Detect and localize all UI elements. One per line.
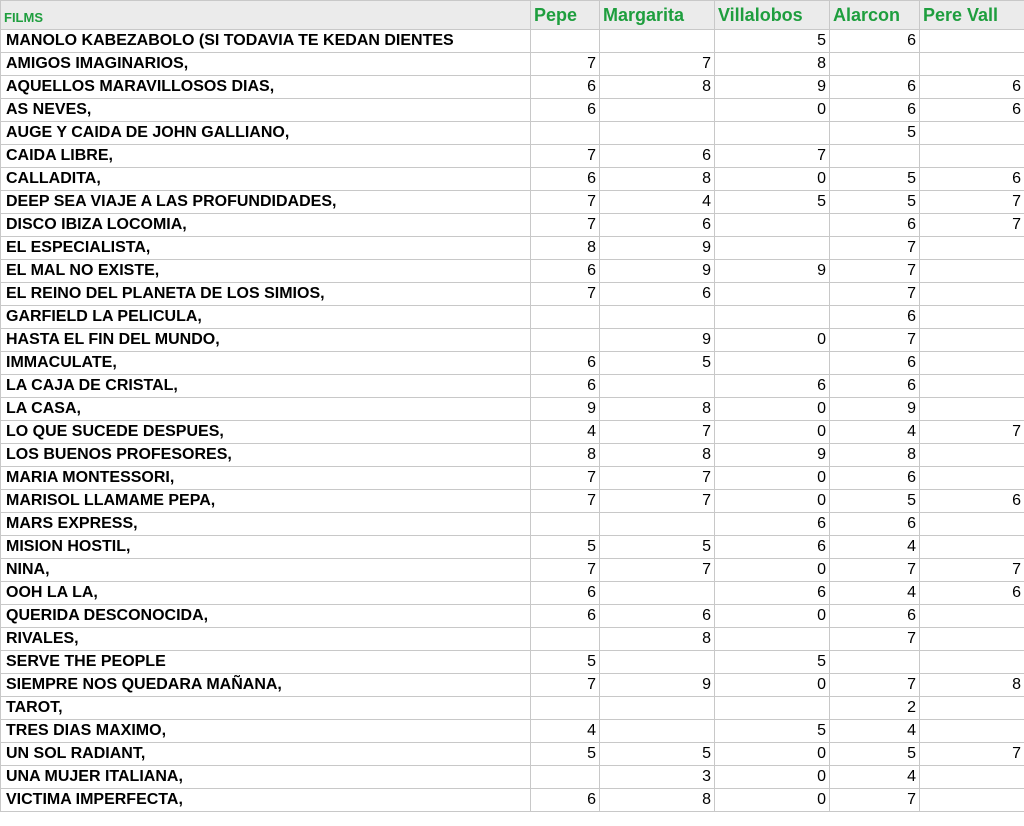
score-cell-margarita[interactable] xyxy=(600,697,715,720)
score-cell-margarita[interactable]: 9 xyxy=(600,237,715,260)
score-cell-villalobos[interactable]: 0 xyxy=(715,559,830,582)
table-row xyxy=(1,260,1024,283)
film-title-cell[interactable]: LA CASA, xyxy=(1,398,531,421)
score-cell-villalobos[interactable]: 0 xyxy=(715,99,830,122)
score-cell-pepe[interactable]: 7 xyxy=(531,145,600,168)
score-cell-margarita[interactable]: 7 xyxy=(600,53,715,76)
grid-body xyxy=(1,30,1024,812)
score-cell-pepe[interactable]: 4 xyxy=(531,720,600,743)
score-cell-pepe[interactable]: 6 xyxy=(531,76,600,99)
score-cell-villalobos[interactable]: 0 xyxy=(715,467,830,490)
film-title-cell[interactable]: MARS EXPRESS, xyxy=(1,513,531,536)
score-cell-alarcon[interactable]: 5 xyxy=(830,122,920,145)
score-cell-pepe[interactable]: 6 xyxy=(531,789,600,812)
film-title-cell[interactable]: MARISOL LLAMAME PEPA, xyxy=(1,490,531,513)
film-title-cell[interactable]: DISCO IBIZA LOCOMIA, xyxy=(1,214,531,237)
score-cell-pepe[interactable] xyxy=(531,766,600,789)
score-cell-pere-vall[interactable] xyxy=(920,444,1024,467)
table-row xyxy=(1,766,1024,789)
score-cell-pere-vall[interactable]: 6 xyxy=(920,490,1024,513)
table-row xyxy=(1,30,1024,53)
header-cell-pere-vall[interactable]: Pere Vall xyxy=(920,1,1024,30)
score-cell-alarcon[interactable]: 7 xyxy=(830,674,920,697)
score-cell-alarcon[interactable]: 4 xyxy=(830,582,920,605)
table-row xyxy=(1,283,1024,306)
score-cell-pepe[interactable]: 7 xyxy=(531,674,600,697)
film-title-cell[interactable]: HASTA EL FIN DEL MUNDO, xyxy=(1,329,531,352)
table-row xyxy=(1,53,1024,76)
score-cell-pere-vall[interactable] xyxy=(920,467,1024,490)
score-cell-margarita[interactable] xyxy=(600,99,715,122)
score-cell-margarita[interactable]: 6 xyxy=(600,605,715,628)
score-cell-villalobos[interactable]: 6 xyxy=(715,513,830,536)
table-row xyxy=(1,122,1024,145)
score-cell-margarita[interactable] xyxy=(600,30,715,53)
table-row xyxy=(1,145,1024,168)
header-cell-margarita[interactable]: Margarita xyxy=(600,1,715,30)
score-cell-margarita[interactable]: 4 xyxy=(600,191,715,214)
score-cell-villalobos[interactable] xyxy=(715,628,830,651)
score-cell-pere-vall[interactable]: 6 xyxy=(920,168,1024,191)
score-cell-alarcon[interactable] xyxy=(830,53,920,76)
score-cell-margarita[interactable]: 5 xyxy=(600,743,715,766)
film-title-cell[interactable]: QUERIDA DESCONOCIDA, xyxy=(1,605,531,628)
table-row xyxy=(1,329,1024,352)
score-cell-margarita[interactable]: 3 xyxy=(600,766,715,789)
score-cell-margarita[interactable]: 6 xyxy=(600,214,715,237)
table-row xyxy=(1,605,1024,628)
table-row xyxy=(1,536,1024,559)
score-cell-villalobos[interactable]: 7 xyxy=(715,145,830,168)
table-row xyxy=(1,398,1024,421)
score-cell-alarcon[interactable]: 8 xyxy=(830,444,920,467)
film-title-cell[interactable]: SERVE THE PEOPLE xyxy=(1,651,531,674)
score-cell-margarita[interactable]: 7 xyxy=(600,421,715,444)
table-row xyxy=(1,444,1024,467)
score-cell-villalobos[interactable]: 0 xyxy=(715,490,830,513)
film-title-cell[interactable]: CALLADITA, xyxy=(1,168,531,191)
score-cell-villalobos[interactable] xyxy=(715,306,830,329)
score-cell-pepe[interactable]: 8 xyxy=(531,237,600,260)
score-cell-villalobos[interactable]: 0 xyxy=(715,421,830,444)
score-cell-margarita[interactable] xyxy=(600,306,715,329)
score-cell-margarita[interactable]: 5 xyxy=(600,536,715,559)
score-cell-pere-vall[interactable] xyxy=(920,513,1024,536)
film-title-cell[interactable]: SIEMPRE NOS QUEDARA MAÑANA, xyxy=(1,674,531,697)
film-title-cell[interactable]: RIVALES, xyxy=(1,628,531,651)
score-cell-alarcon[interactable]: 7 xyxy=(830,628,920,651)
score-cell-alarcon[interactable]: 6 xyxy=(830,467,920,490)
score-cell-villalobos[interactable]: 5 xyxy=(715,191,830,214)
score-cell-alarcon[interactable]: 4 xyxy=(830,536,920,559)
score-cell-pere-vall[interactable] xyxy=(920,398,1024,421)
film-title-cell[interactable]: VICTIMA IMPERFECTA, xyxy=(1,789,531,812)
score-cell-alarcon[interactable]: 7 xyxy=(830,237,920,260)
score-cell-villalobos[interactable]: 0 xyxy=(715,789,830,812)
header-cell-pepe[interactable]: Pepe xyxy=(531,1,600,30)
film-title-cell[interactable]: AQUELLOS MARAVILLOSOS DIAS, xyxy=(1,76,531,99)
score-cell-margarita[interactable] xyxy=(600,720,715,743)
score-cell-alarcon[interactable]: 7 xyxy=(830,789,920,812)
table-row xyxy=(1,99,1024,122)
film-title-cell[interactable]: TAROT, xyxy=(1,697,531,720)
film-title-cell[interactable]: EL ESPECIALISTA, xyxy=(1,237,531,260)
table-row xyxy=(1,651,1024,674)
score-cell-pere-vall[interactable] xyxy=(920,145,1024,168)
score-cell-margarita[interactable]: 6 xyxy=(600,145,715,168)
score-cell-villalobos[interactable]: 9 xyxy=(715,76,830,99)
score-cell-villalobos[interactable]: 0 xyxy=(715,329,830,352)
score-cell-pere-vall[interactable]: 6 xyxy=(920,582,1024,605)
score-cell-pere-vall[interactable]: 7 xyxy=(920,214,1024,237)
score-cell-villalobos[interactable]: 6 xyxy=(715,536,830,559)
score-cell-villalobos[interactable]: 0 xyxy=(715,743,830,766)
score-cell-villalobos[interactable] xyxy=(715,697,830,720)
film-title-cell[interactable]: UNA MUJER ITALIANA, xyxy=(1,766,531,789)
score-cell-margarita[interactable]: 9 xyxy=(600,329,715,352)
score-cell-pere-vall[interactable]: 6 xyxy=(920,99,1024,122)
film-title-cell[interactable]: NINA, xyxy=(1,559,531,582)
score-cell-pepe[interactable]: 7 xyxy=(531,283,600,306)
table-row xyxy=(1,306,1024,329)
table-row xyxy=(1,513,1024,536)
score-cell-pepe[interactable] xyxy=(531,513,600,536)
score-cell-pere-vall[interactable]: 8 xyxy=(920,674,1024,697)
score-cell-margarita[interactable]: 8 xyxy=(600,398,715,421)
score-cell-villalobos[interactable]: 5 xyxy=(715,720,830,743)
film-title-cell[interactable]: GARFIELD LA PELICULA, xyxy=(1,306,531,329)
score-cell-pere-vall[interactable] xyxy=(920,720,1024,743)
film-title-cell[interactable]: MANOLO KABEZABOLO (SI TODAVIA TE KEDAN DIENTES xyxy=(1,30,531,53)
score-cell-margarita[interactable]: 8 xyxy=(600,789,715,812)
score-cell-pere-vall[interactable] xyxy=(920,306,1024,329)
film-title-cell[interactable]: MARIA MONTESSORI, xyxy=(1,467,531,490)
score-cell-alarcon[interactable] xyxy=(830,651,920,674)
score-cell-villalobos[interactable]: 9 xyxy=(715,444,830,467)
score-cell-pere-vall[interactable] xyxy=(920,375,1024,398)
table-row xyxy=(1,168,1024,191)
score-cell-pepe[interactable] xyxy=(531,329,600,352)
score-cell-villalobos[interactable]: 0 xyxy=(715,168,830,191)
score-cell-pepe[interactable]: 6 xyxy=(531,582,600,605)
score-cell-margarita[interactable] xyxy=(600,375,715,398)
score-cell-pepe[interactable]: 6 xyxy=(531,375,600,398)
score-cell-pere-vall[interactable] xyxy=(920,605,1024,628)
score-cell-pepe[interactable] xyxy=(531,628,600,651)
film-title-cell[interactable]: LOS BUENOS PROFESORES, xyxy=(1,444,531,467)
score-cell-villalobos[interactable] xyxy=(715,214,830,237)
score-cell-margarita[interactable] xyxy=(600,651,715,674)
table-row xyxy=(1,789,1024,812)
score-cell-alarcon[interactable]: 6 xyxy=(830,99,920,122)
score-cell-alarcon[interactable]: 7 xyxy=(830,559,920,582)
header-cell-alarcon[interactable]: Alarcon xyxy=(830,1,920,30)
table-row xyxy=(1,743,1024,766)
score-cell-pepe[interactable]: 7 xyxy=(531,191,600,214)
score-cell-pepe[interactable]: 6 xyxy=(531,605,600,628)
score-cell-villalobos[interactable]: 6 xyxy=(715,375,830,398)
score-cell-margarita[interactable]: 9 xyxy=(600,674,715,697)
film-title-cell[interactable]: TRES DIAS MAXIMO, xyxy=(1,720,531,743)
score-cell-alarcon[interactable]: 4 xyxy=(830,720,920,743)
score-cell-villalobos[interactable] xyxy=(715,237,830,260)
table-row xyxy=(1,214,1024,237)
header-cell-villalobos[interactable]: Villalobos xyxy=(715,1,830,30)
score-cell-margarita[interactable]: 8 xyxy=(600,76,715,99)
score-cell-pere-vall[interactable] xyxy=(920,329,1024,352)
score-cell-pere-vall[interactable] xyxy=(920,651,1024,674)
score-cell-pepe[interactable]: 4 xyxy=(531,421,600,444)
score-cell-pere-vall[interactable] xyxy=(920,30,1024,53)
score-cell-alarcon[interactable]: 5 xyxy=(830,490,920,513)
film-title-cell[interactable]: AS NEVES, xyxy=(1,99,531,122)
table-row xyxy=(1,76,1024,99)
score-cell-alarcon[interactable]: 6 xyxy=(830,30,920,53)
film-title-cell[interactable]: AMIGOS IMAGINARIOS, xyxy=(1,53,531,76)
score-cell-pere-vall[interactable] xyxy=(920,260,1024,283)
score-cell-villalobos[interactable]: 9 xyxy=(715,260,830,283)
score-cell-pepe[interactable]: 6 xyxy=(531,352,600,375)
table-row xyxy=(1,237,1024,260)
score-cell-villalobos[interactable]: 5 xyxy=(715,30,830,53)
header-cell-films[interactable]: FILMS xyxy=(1,1,531,30)
score-cell-pere-vall[interactable]: 7 xyxy=(920,421,1024,444)
score-cell-pepe[interactable]: 7 xyxy=(531,559,600,582)
table-row xyxy=(1,697,1024,720)
score-cell-villalobos[interactable] xyxy=(715,122,830,145)
table-row xyxy=(1,720,1024,743)
score-cell-pepe[interactable]: 6 xyxy=(531,99,600,122)
table-row xyxy=(1,421,1024,444)
score-cell-pepe[interactable]: 9 xyxy=(531,398,600,421)
score-cell-pere-vall[interactable] xyxy=(920,237,1024,260)
score-cell-villalobos[interactable]: 6 xyxy=(715,582,830,605)
score-cell-alarcon[interactable]: 6 xyxy=(830,513,920,536)
film-title-cell[interactable]: LO QUE SUCEDE DESPUES, xyxy=(1,421,531,444)
score-cell-margarita[interactable]: 9 xyxy=(600,260,715,283)
score-cell-pepe[interactable]: 5 xyxy=(531,743,600,766)
score-cell-pepe[interactable]: 7 xyxy=(531,490,600,513)
score-cell-pepe[interactable] xyxy=(531,306,600,329)
score-cell-alarcon[interactable] xyxy=(830,145,920,168)
score-cell-villalobos[interactable]: 0 xyxy=(715,398,830,421)
score-cell-pere-vall[interactable] xyxy=(920,628,1024,651)
score-cell-pere-vall[interactable] xyxy=(920,536,1024,559)
score-cell-pepe[interactable]: 8 xyxy=(531,444,600,467)
score-cell-villalobos[interactable]: 0 xyxy=(715,674,830,697)
film-title-cell[interactable]: EL MAL NO EXISTE, xyxy=(1,260,531,283)
film-title-cell[interactable]: IMMACULATE, xyxy=(1,352,531,375)
score-cell-margarita[interactable]: 7 xyxy=(600,559,715,582)
score-cell-alarcon[interactable]: 6 xyxy=(830,214,920,237)
score-cell-margarita[interactable] xyxy=(600,122,715,145)
score-cell-alarcon[interactable]: 6 xyxy=(830,76,920,99)
table-row xyxy=(1,490,1024,513)
score-cell-pepe[interactable]: 7 xyxy=(531,53,600,76)
score-cell-pepe[interactable]: 6 xyxy=(531,260,600,283)
score-cell-alarcon[interactable]: 2 xyxy=(830,697,920,720)
score-cell-alarcon[interactable]: 4 xyxy=(830,421,920,444)
score-cell-margarita[interactable]: 8 xyxy=(600,628,715,651)
film-title-cell[interactable]: LA CAJA DE CRISTAL, xyxy=(1,375,531,398)
score-cell-pepe[interactable] xyxy=(531,30,600,53)
film-title-cell[interactable]: CAIDA LIBRE, xyxy=(1,145,531,168)
score-cell-villalobos[interactable]: 0 xyxy=(715,766,830,789)
score-cell-villalobos[interactable] xyxy=(715,283,830,306)
film-title-cell[interactable]: AUGE Y CAIDA DE JOHN GALLIANO, xyxy=(1,122,531,145)
score-cell-pere-vall[interactable] xyxy=(920,122,1024,145)
score-cell-alarcon[interactable]: 7 xyxy=(830,283,920,306)
score-cell-pepe[interactable]: 5 xyxy=(531,536,600,559)
score-cell-pepe[interactable]: 7 xyxy=(531,467,600,490)
table-row xyxy=(1,352,1024,375)
score-cell-pere-vall[interactable] xyxy=(920,53,1024,76)
score-cell-pepe[interactable]: 7 xyxy=(531,214,600,237)
table-row xyxy=(1,375,1024,398)
score-cell-pepe[interactable] xyxy=(531,122,600,145)
score-cell-pere-vall[interactable] xyxy=(920,352,1024,375)
score-cell-pepe[interactable]: 5 xyxy=(531,651,600,674)
film-title-cell[interactable]: EL REINO DEL PLANETA DE LOS SIMIOS, xyxy=(1,283,531,306)
score-cell-margarita[interactable]: 5 xyxy=(600,352,715,375)
score-cell-alarcon[interactable]: 6 xyxy=(830,605,920,628)
score-cell-villalobos[interactable]: 5 xyxy=(715,651,830,674)
score-cell-margarita[interactable]: 7 xyxy=(600,490,715,513)
score-cell-margarita[interactable]: 8 xyxy=(600,168,715,191)
film-title-cell[interactable]: OOH LA LA, xyxy=(1,582,531,605)
score-cell-alarcon[interactable]: 9 xyxy=(830,398,920,421)
score-cell-alarcon[interactable]: 7 xyxy=(830,260,920,283)
score-cell-pepe[interactable] xyxy=(531,697,600,720)
table-row xyxy=(1,628,1024,651)
film-title-cell[interactable]: DEEP SEA VIAJE A LAS PROFUNDIDADES, xyxy=(1,191,531,214)
score-cell-pere-vall[interactable]: 7 xyxy=(920,559,1024,582)
score-cell-pere-vall[interactable] xyxy=(920,766,1024,789)
score-cell-margarita[interactable] xyxy=(600,582,715,605)
score-cell-alarcon[interactable]: 6 xyxy=(830,352,920,375)
score-cell-alarcon[interactable]: 5 xyxy=(830,743,920,766)
score-cell-pere-vall[interactable]: 7 xyxy=(920,743,1024,766)
score-cell-alarcon[interactable]: 4 xyxy=(830,766,920,789)
score-cell-pepe[interactable]: 6 xyxy=(531,168,600,191)
score-cell-margarita[interactable]: 7 xyxy=(600,467,715,490)
header-row xyxy=(1,1,1024,30)
table-row xyxy=(1,674,1024,697)
score-cell-villalobos[interactable]: 8 xyxy=(715,53,830,76)
score-cell-alarcon[interactable]: 5 xyxy=(830,168,920,191)
table-row xyxy=(1,582,1024,605)
score-cell-pere-vall[interactable]: 7 xyxy=(920,191,1024,214)
score-cell-alarcon[interactable]: 7 xyxy=(830,329,920,352)
film-title-cell[interactable]: UN SOL RADIANT, xyxy=(1,743,531,766)
score-cell-pere-vall[interactable] xyxy=(920,283,1024,306)
score-cell-pere-vall[interactable] xyxy=(920,697,1024,720)
score-cell-alarcon[interactable]: 6 xyxy=(830,375,920,398)
score-cell-margarita[interactable] xyxy=(600,513,715,536)
film-title-cell[interactable]: MISION HOSTIL, xyxy=(1,536,531,559)
score-cell-alarcon[interactable]: 5 xyxy=(830,191,920,214)
table-row xyxy=(1,191,1024,214)
score-cell-villalobos[interactable] xyxy=(715,352,830,375)
table-row xyxy=(1,559,1024,582)
score-cell-margarita[interactable]: 8 xyxy=(600,444,715,467)
table-row xyxy=(1,467,1024,490)
score-cell-margarita[interactable]: 6 xyxy=(600,283,715,306)
score-cell-villalobos[interactable]: 0 xyxy=(715,605,830,628)
score-cell-alarcon[interactable]: 6 xyxy=(830,306,920,329)
score-cell-pere-vall[interactable] xyxy=(920,789,1024,812)
score-cell-pere-vall[interactable]: 6 xyxy=(920,76,1024,99)
